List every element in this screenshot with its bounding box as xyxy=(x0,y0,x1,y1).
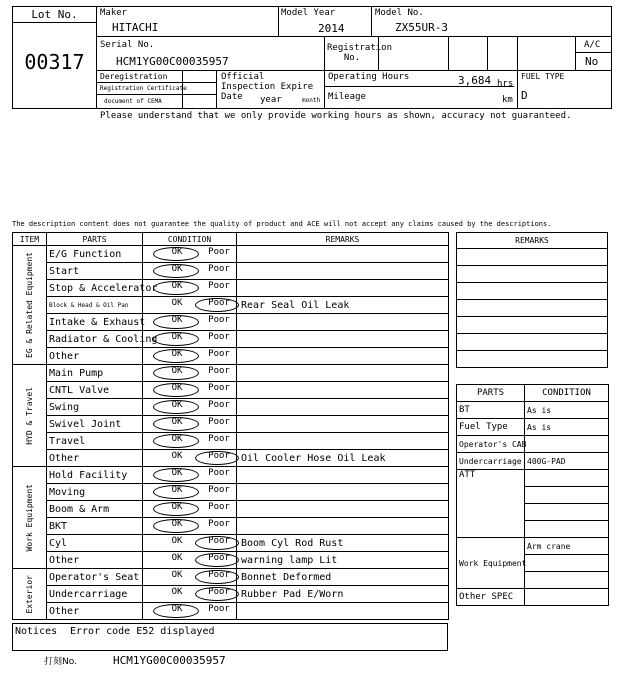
remark-cell xyxy=(237,399,449,416)
poor-option: Poor xyxy=(208,281,230,291)
ok-option: OK xyxy=(171,604,183,614)
poor-option: Poor xyxy=(208,400,230,410)
inspection-row xyxy=(13,331,449,348)
remark-cell xyxy=(237,263,449,280)
inspection-row xyxy=(13,365,449,382)
condition-cell xyxy=(143,484,237,501)
lot-number: 00317 xyxy=(24,50,85,74)
poor-option: Poor xyxy=(208,451,230,461)
operating-hours-value: 3,684 xyxy=(458,74,492,87)
side-part-undercarriage: Undercarriage xyxy=(457,453,525,470)
part-name: Other xyxy=(47,348,143,365)
inspection-row xyxy=(13,280,449,297)
ok-option: OK xyxy=(171,536,183,546)
part-name: BKT xyxy=(47,518,143,535)
remark-cell: Rear Seal Oil Leak xyxy=(237,297,449,314)
side-condition-header: CONDITION xyxy=(525,385,609,402)
remark-cell xyxy=(237,314,449,331)
model-no-label: Model No. xyxy=(375,8,424,18)
model-no-value: ZX55UR-3 xyxy=(395,21,448,34)
side-part-cab: Operator's CAB xyxy=(457,436,525,453)
inspection-row xyxy=(13,263,449,280)
ok-option: OK xyxy=(171,519,183,529)
condition-cell xyxy=(143,501,237,518)
condition-cell xyxy=(143,365,237,382)
group-name: Exterior xyxy=(25,574,34,614)
poor-option: Poor xyxy=(208,485,230,495)
remark-cell xyxy=(237,603,449,620)
ok-option: OK xyxy=(171,349,183,359)
poor-option: Poor xyxy=(208,383,230,393)
poor-option: Poor xyxy=(208,468,230,478)
group-label xyxy=(13,569,47,620)
ok-option: OK xyxy=(171,485,183,495)
group-name: HYD & Travel xyxy=(25,386,34,445)
ok-option: OK xyxy=(171,315,183,325)
remarks-header: REMARKS xyxy=(237,233,449,246)
ok-option: OK xyxy=(171,502,183,512)
side-cond-undercarriage: 400G-PAD xyxy=(525,453,609,470)
mileage-label: Mileage xyxy=(328,92,366,102)
inspection-row xyxy=(13,348,449,365)
side-part-fuel: Fuel Type xyxy=(457,419,525,436)
side-parts-header: PARTS xyxy=(457,385,525,402)
inspection-row xyxy=(13,552,449,569)
inspection-row xyxy=(13,569,449,586)
condition-cell xyxy=(143,399,237,416)
remark-cell xyxy=(237,382,449,399)
notices-text: Error code E52 displayed xyxy=(70,626,215,637)
inspection-month-label: month xyxy=(302,97,321,104)
group-name: EG & Related Equipment xyxy=(25,252,34,358)
part-name: Main Pump xyxy=(47,365,143,382)
remark-cell xyxy=(237,433,449,450)
inspection-row xyxy=(13,535,449,552)
part-name: Boom & Arm xyxy=(47,501,143,518)
remark-cell xyxy=(237,484,449,501)
part-name: E/G Function xyxy=(47,246,143,263)
condition-cell xyxy=(143,603,237,620)
part-name: CNTL Valve xyxy=(47,382,143,399)
group-label xyxy=(13,365,47,467)
part-name: Travel xyxy=(47,433,143,450)
group-label xyxy=(13,467,47,569)
operating-hours-label: Operating Hours xyxy=(328,72,410,82)
remark-cell xyxy=(237,467,449,484)
ac-value: No xyxy=(585,55,599,68)
part-name: Hold Facility xyxy=(47,467,143,484)
part-name: Other xyxy=(47,450,143,467)
condition-cell xyxy=(143,518,237,535)
deregistration-label: Deregistration xyxy=(100,72,168,81)
part-name: Other xyxy=(47,603,143,620)
ok-option: OK xyxy=(171,451,183,461)
accuracy-note: Please understand that we only provide working hours as shown, accuracy not guaranteed. xyxy=(100,111,572,121)
ok-option: OK xyxy=(171,298,183,308)
inspection-row xyxy=(13,450,449,467)
remark-cell xyxy=(237,348,449,365)
part-name: Radiator & Cooling xyxy=(47,331,143,348)
part-name: Operator's Seat xyxy=(47,569,143,586)
condition-cell xyxy=(143,314,237,331)
stamp-value: HCM1YG00C00035957 xyxy=(113,654,226,667)
km-unit: km xyxy=(502,95,513,105)
ok-option: OK xyxy=(171,400,183,410)
poor-option: Poor xyxy=(208,247,230,257)
condition-cell xyxy=(143,263,237,280)
poor-option: Poor xyxy=(208,349,230,359)
inspection-expire-label: Official Inspection Expire Date xyxy=(221,72,314,102)
remark-cell: Bonnet Deformed xyxy=(237,569,449,586)
poor-option: Poor xyxy=(208,604,230,614)
item-header: ITEM xyxy=(13,233,47,246)
inspection-table xyxy=(12,232,449,620)
poor-option: Poor xyxy=(208,434,230,444)
ok-option: OK xyxy=(171,468,183,478)
ac-label: A/C xyxy=(584,40,601,50)
ok-option: OK xyxy=(171,264,183,274)
poor-option: Poor xyxy=(208,553,230,563)
part-name: Start xyxy=(47,263,143,280)
group-label xyxy=(13,246,47,365)
condition-cell xyxy=(143,569,237,586)
remark-cell: Rubber Pad E/Worn xyxy=(237,586,449,603)
lot-label: Lot No. xyxy=(31,8,78,21)
part-name: Other xyxy=(47,552,143,569)
disclaimer: The description content does not guarantee the quality of product and ACE will not accept any claims caused by the descriptions. xyxy=(12,220,552,228)
maker-label: Maker xyxy=(100,8,128,18)
cema-document-label: document of CEMA xyxy=(104,98,162,105)
ok-option: OK xyxy=(171,383,183,393)
group-name: Work Equipment xyxy=(25,483,34,552)
inspection-row xyxy=(13,586,449,603)
registration-certificate-label: Registration Certificate xyxy=(100,85,187,92)
hours-unit: hrs xyxy=(497,79,514,89)
ok-option: OK xyxy=(171,332,183,342)
part-name: Stop & Accelerator xyxy=(47,280,143,297)
ok-option: OK xyxy=(171,366,183,376)
condition-cell xyxy=(143,382,237,399)
notices-label: Notices xyxy=(15,626,58,637)
poor-option: Poor xyxy=(208,366,230,376)
condition-cell xyxy=(143,246,237,263)
poor-option: Poor xyxy=(208,315,230,325)
inspection-row xyxy=(13,297,449,314)
remark-cell xyxy=(237,518,449,535)
poor-option: Poor xyxy=(208,298,230,308)
remark-cell: Boom Cyl Rod Rust xyxy=(237,535,449,552)
side-parts-table xyxy=(456,384,609,606)
inspection-row xyxy=(13,484,449,501)
inspection-row xyxy=(13,501,449,518)
ok-option: OK xyxy=(171,570,183,580)
model-year-value: 2014 xyxy=(318,22,345,35)
maker-value: HITACHI xyxy=(112,21,159,34)
ok-option: OK xyxy=(171,553,183,563)
part-name: Block & Head & Oil Pan xyxy=(47,297,143,314)
fuel-type-label: FUEL TYPE xyxy=(521,72,565,81)
remark-cell xyxy=(237,501,449,518)
condition-cell xyxy=(143,433,237,450)
ok-option: OK xyxy=(171,587,183,597)
ok-option: OK xyxy=(171,247,183,257)
part-name: Swing xyxy=(47,399,143,416)
inspection-row xyxy=(13,314,449,331)
remark-cell xyxy=(237,280,449,297)
side-remarks-table xyxy=(456,232,608,368)
condition-cell xyxy=(143,535,237,552)
condition-cell xyxy=(143,331,237,348)
inspection-row xyxy=(13,416,449,433)
poor-option: Poor xyxy=(208,332,230,342)
condition-cell xyxy=(143,416,237,433)
inspection-year-label: year xyxy=(260,95,282,105)
inspection-row xyxy=(13,382,449,399)
remark-cell xyxy=(237,246,449,263)
inspection-row xyxy=(13,467,449,484)
inspection-row xyxy=(13,518,449,535)
condition-cell xyxy=(143,297,237,314)
condition-cell xyxy=(143,586,237,603)
ok-option: OK xyxy=(171,281,183,291)
serial-value: HCM1YG00C00035957 xyxy=(116,55,229,68)
part-name: Undercarriage xyxy=(47,586,143,603)
remark-cell: warning lamp Lit xyxy=(237,552,449,569)
poor-option: Poor xyxy=(208,502,230,512)
part-name: Cyl xyxy=(47,535,143,552)
side-cond-fuel: As is xyxy=(525,419,609,436)
inspection-row xyxy=(13,399,449,416)
condition-cell xyxy=(143,552,237,569)
condition-header: CONDITION xyxy=(143,233,237,246)
remark-cell xyxy=(237,416,449,433)
side-remarks-header: REMARKS xyxy=(457,233,608,249)
ok-option: OK xyxy=(171,417,183,427)
remark-cell: Oil Cooler Hose Oil Leak xyxy=(237,450,449,467)
inspection-row xyxy=(13,246,449,263)
serial-label: Serial No. xyxy=(100,40,155,50)
poor-option: Poor xyxy=(208,570,230,580)
part-name: Moving xyxy=(47,484,143,501)
model-year-label: Model Year xyxy=(281,8,336,18)
inspection-row xyxy=(13,603,449,620)
stamp-label: 打刻No. xyxy=(44,657,77,667)
part-name: Intake & Exhaust xyxy=(47,314,143,331)
side-cond-cab xyxy=(525,436,609,453)
inspection-row xyxy=(13,433,449,450)
condition-cell xyxy=(143,280,237,297)
work-equipment-value: Arm crane xyxy=(525,538,609,555)
condition-cell xyxy=(143,450,237,467)
poor-option: Poor xyxy=(208,587,230,597)
remark-cell xyxy=(237,365,449,382)
att-label: ATT xyxy=(457,470,525,538)
ok-option: OK xyxy=(171,434,183,444)
poor-option: Poor xyxy=(208,519,230,529)
fuel-type-value: D xyxy=(521,89,528,102)
part-name: Swivel Joint xyxy=(47,416,143,433)
remark-cell xyxy=(237,331,449,348)
poor-option: Poor xyxy=(208,536,230,546)
registration-label: Registration No. xyxy=(327,43,393,63)
side-cond-bt: As is xyxy=(525,402,609,419)
parts-header: PARTS xyxy=(47,233,143,246)
other-spec-label: Other SPEC xyxy=(457,589,525,606)
condition-cell xyxy=(143,467,237,484)
condition-cell xyxy=(143,348,237,365)
work-equipment-label: Work Equipment xyxy=(457,538,525,589)
side-part-bt: BT xyxy=(457,402,525,419)
poor-option: Poor xyxy=(208,264,230,274)
poor-option: Poor xyxy=(208,417,230,427)
